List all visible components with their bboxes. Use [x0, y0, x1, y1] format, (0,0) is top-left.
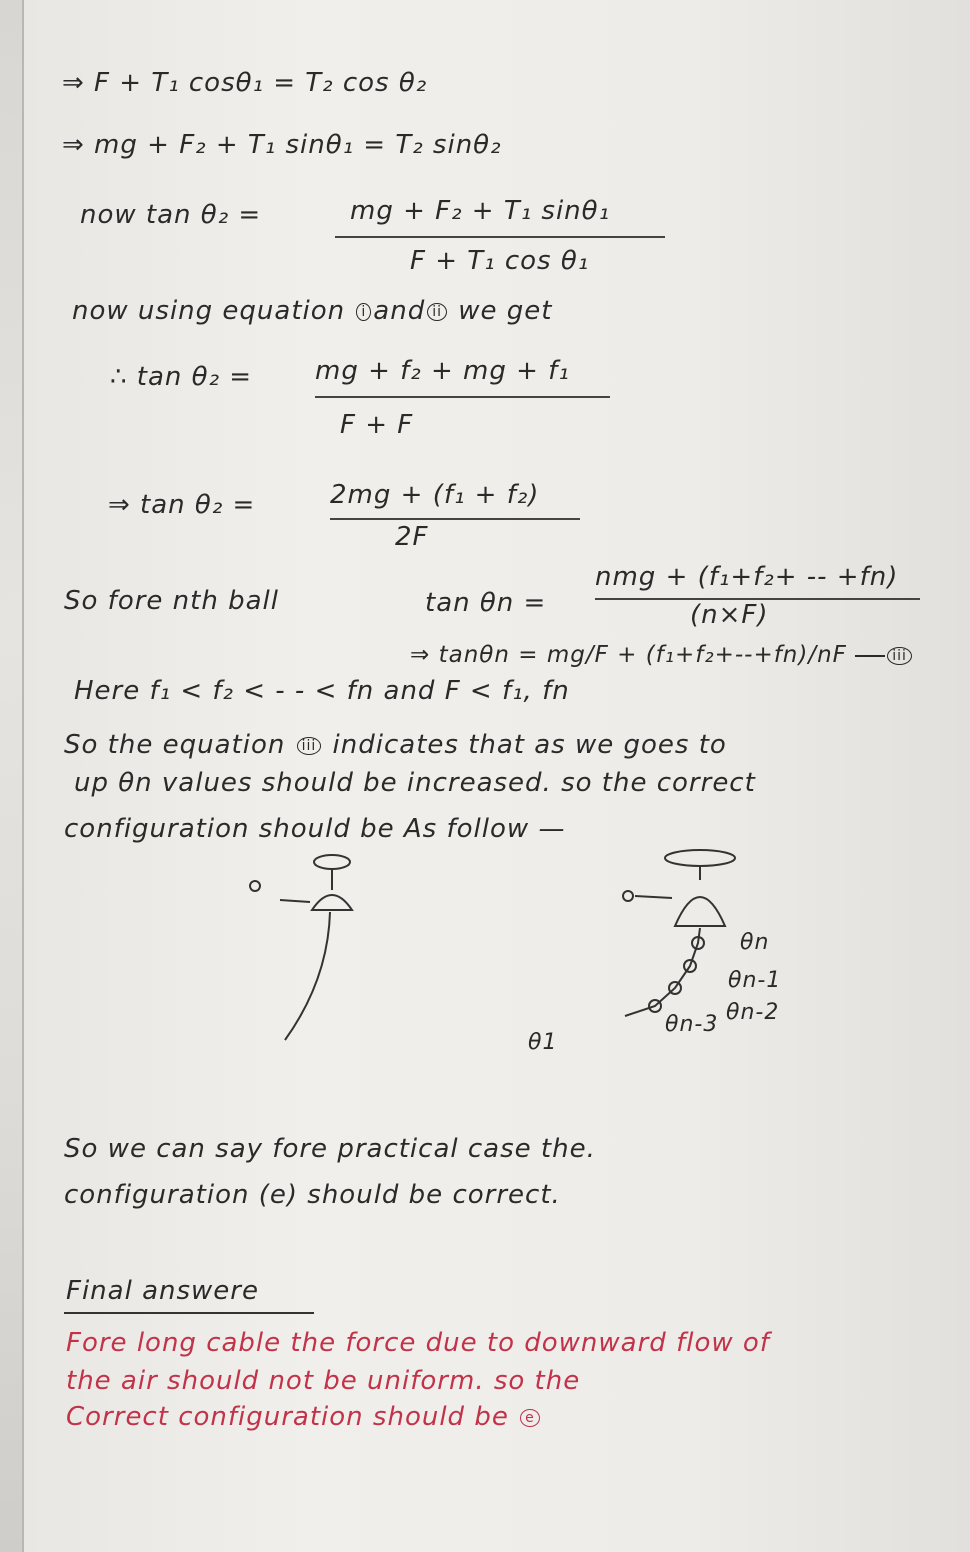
- fraction-bar-3: [330, 518, 580, 520]
- tan-theta2-result-label: ⇒ tan θ₂ =: [108, 490, 256, 520]
- reference-arrow: [855, 655, 885, 657]
- indicates-text: indicates that as we goes to: [332, 730, 727, 760]
- therefore-tan-denominator: F + F: [340, 410, 414, 440]
- tan-theta2-result-denominator: 2F: [395, 522, 429, 552]
- so-the-equation-text: So the equation: [64, 730, 286, 760]
- tan-theta-n-numerator: nmg + (f₁+f₂+ -- +fn): [595, 562, 899, 592]
- equation-ref-iii: iii: [887, 647, 912, 665]
- tan-theta2-label: now tan θ₂ =: [80, 200, 262, 230]
- we-get-text: we get: [458, 296, 553, 326]
- angle-label-n: θn: [740, 930, 770, 955]
- therefore-tan-label: ∴ tan θ₂ =: [110, 362, 253, 392]
- final-answer-line-2: the air should not be uniform. so the: [66, 1366, 581, 1396]
- fraction-bar-2: [315, 396, 610, 398]
- equation-line-1: ⇒ F + T₁ cosθ₁ = T₂ cos θ₂: [62, 68, 428, 98]
- angle-label-n-2: θn-2: [726, 1000, 780, 1025]
- angle-label-1: θ1: [528, 1030, 558, 1055]
- using-equation-text: now using equation: [72, 296, 346, 326]
- uniform-cable-sketch: [230, 850, 390, 1050]
- final-answer-line-3: [66, 1402, 542, 1432]
- tan-theta-n-split-text: ⇒ tanθn = mg/F + (f₁+f₂+--+fn)/nF: [410, 642, 847, 668]
- tan-theta2-numerator: mg + F₂ + T₁ sinθ₁: [350, 196, 610, 226]
- equation-line-2: ⇒ mg + F₂ + T₁ sinθ₁ = T₂ sinθ₂: [62, 130, 502, 160]
- conclusion-line-2: configuration (e) should be correct.: [64, 1180, 561, 1210]
- final-answer-underline: [64, 1312, 314, 1314]
- conclusion-line-1: So we can say fore practical case the.: [64, 1134, 596, 1164]
- tan-theta2-result-numerator: 2mg + (f₁ + f₂): [330, 480, 540, 510]
- equation-ref-iii-2: iii: [297, 737, 322, 755]
- nth-ball-label: So fore nth ball: [64, 586, 279, 616]
- therefore-tan-numerator: mg + f₂ + mg + f₁: [315, 356, 570, 386]
- force-inequality-line: Here f₁ < f₂ < - - < fn and F < f₁, fn: [74, 676, 570, 706]
- final-answer-text: Correct configuration should be: [66, 1402, 509, 1432]
- tan-theta-n-label: tan θn =: [425, 588, 547, 618]
- tan-theta2-denominator: F + T₁ cos θ₁: [410, 246, 590, 276]
- angle-label-n-1: θn-1: [728, 968, 782, 993]
- final-answer-heading: Final answere: [66, 1276, 259, 1306]
- equation-ref-i: i: [356, 303, 371, 321]
- final-answer-line-1: Fore long cable the force due to downward flow of: [66, 1328, 770, 1358]
- and-text: and: [373, 296, 426, 326]
- using-equation-line: [72, 296, 552, 326]
- tan-theta-n-split: [410, 642, 914, 668]
- configuration-follow-line: configuration should be As follow —: [64, 814, 566, 844]
- values-increased-line: up θn values should be increased. so the correct: [74, 768, 756, 798]
- tan-theta-n-denominator: (n×F): [690, 600, 769, 630]
- angle-label-n-3: θn-3: [665, 1012, 719, 1037]
- indicates-line: [64, 730, 727, 760]
- answer-option-e: e: [520, 1409, 540, 1427]
- fraction-bar-1: [335, 236, 665, 238]
- equation-ref-ii: ii: [427, 303, 447, 321]
